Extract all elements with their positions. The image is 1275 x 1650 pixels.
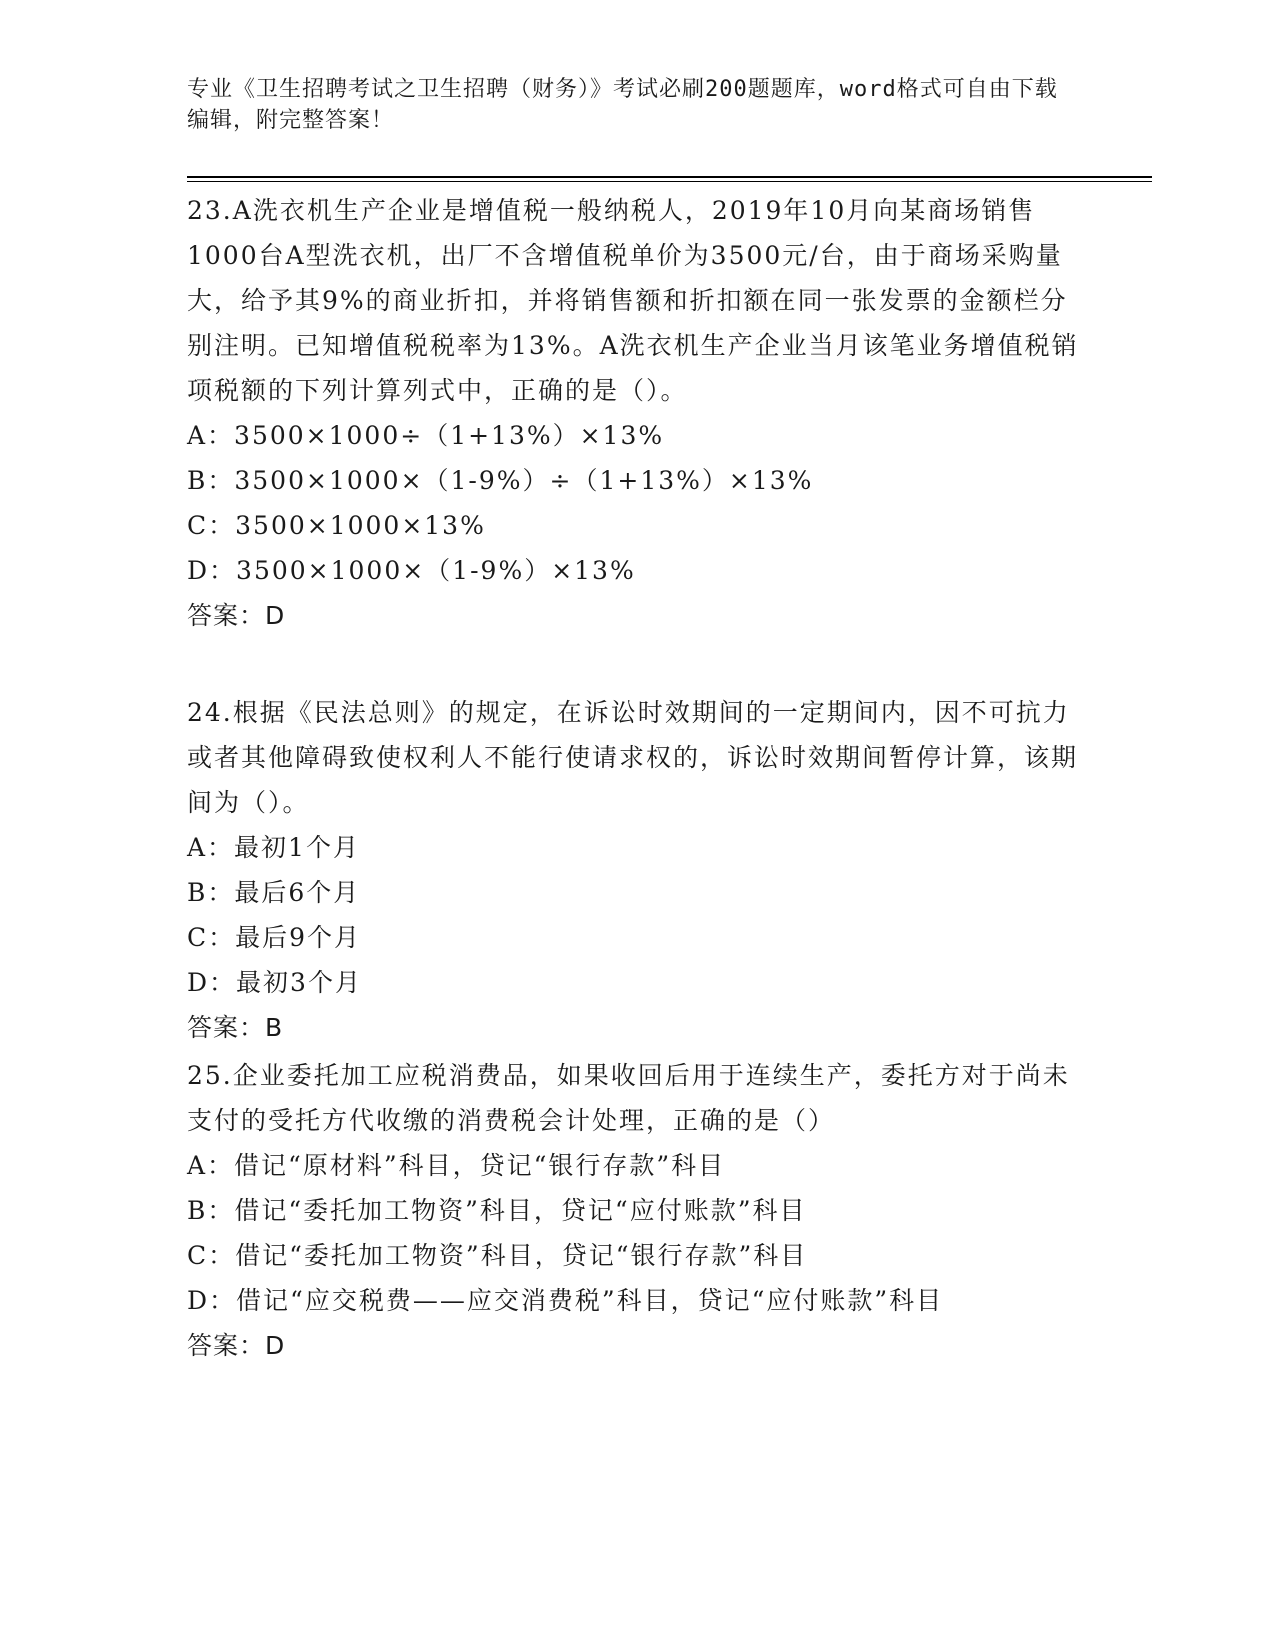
header-divider — [187, 176, 1152, 178]
option-d: D：3500×1000×（1-9%）×13% — [187, 556, 636, 585]
question-23 — [187, 188, 1087, 638]
option-b: B：借记“委托加工物资”科目，贷记“应付账款”科目 — [187, 1196, 807, 1225]
option-d: D：借记“应交税费——应交消费税”科目，贷记“应付账款”科目 — [187, 1286, 944, 1315]
option-c: C：3500×1000×13% — [187, 511, 486, 540]
question-stem: 23.A洗衣机生产企业是增值税一般纳税人，2019年10月向某商场销售1000台A型洗衣机，出厂不含增值税单价为3500元/台，由于商场采购量大，给予其9%的商业折扣，并将销售额和折扣额在同一张发票的金额栏分别注明。已知增值税税率为13%。A洗衣机生产企业当月该笔业务增值税销项税额的下列计算列式中，正确的是（）。 — [187, 196, 1079, 405]
option-a: A：3500×1000÷（1+13%）×13% — [187, 421, 665, 450]
question-24 — [187, 690, 1087, 1050]
option-c: C：最后9个月 — [187, 923, 362, 952]
question-stem: 24.根据《民法总则》的规定，在诉讼时效期间的一定期间内，因不可抗力或者其他障碍致使权利人不能行使请求权的，诉讼时效期间暂停计算，该期间为（）。 — [187, 698, 1079, 817]
header-divider-thin — [187, 181, 1152, 182]
question-25 — [187, 1053, 1087, 1368]
document-header: 专业《卫生招聘考试之卫生招聘（财务）》考试必刷200题题库，word格式可自由下载编辑，附完整答案！ — [187, 77, 1058, 133]
answer-line: 答案：D — [187, 601, 286, 630]
option-a: A：最初1个月 — [187, 833, 360, 862]
answer-line: 答案：B — [187, 1013, 284, 1042]
option-d: D：最初3个月 — [187, 968, 362, 997]
option-a: A：借记“原材料”科目，贷记“银行存款”科目 — [187, 1151, 726, 1180]
option-c: C：借记“委托加工物资”科目，贷记“银行存款”科目 — [187, 1241, 808, 1270]
answer-line: 答案：D — [187, 1331, 286, 1360]
question-stem: 25.企业委托加工应税消费品，如果收回后用于连续生产，委托方对于尚未支付的受托方代收缴的消费税会计处理，正确的是（） — [187, 1061, 1070, 1135]
option-b: B：最后6个月 — [187, 878, 361, 907]
option-b: B：3500×1000×（1-9%）÷（1+13%）×13% — [187, 466, 814, 495]
